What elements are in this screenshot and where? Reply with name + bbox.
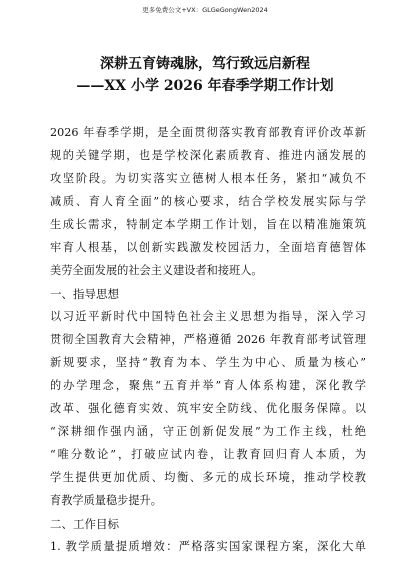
body-line-1: 2026 年春季学期，是全面贯彻落实教育部教育评价改革新 [50,126,366,139]
body-line-2: 规的关键学期，也是学校深化素质教育、推进内涵发展的 [50,149,366,162]
body-line-4: 减质、育人育全面”的核心要求，结合学校发展实际与学 [50,195,366,208]
body-line-6: 牢育人根基，以创新实践激发校园活力，全面培育德智体 [50,241,366,254]
body-line-5: 生成长需求，特制定本学期工作计划，旨在以精准施策筑 [50,218,366,231]
body-line-10: 贯彻全国教育大会精神，严格遵循 2026 年教育部考试管理 [50,333,366,346]
body-line-13: 改革、强化德育实效、筑牢安全防线、优化服务保障。以 [50,402,366,415]
section-heading-1: 一、指导思想 [50,287,119,301]
body-line-9: 以习近平新时代中国特色社会主义思想为指导，深入学习 [50,310,366,323]
body-line-11: 新规要求，坚持“教育为本、学生为中心、质量为核心” [50,356,366,369]
document-title: 深耕五育铸魂脉，笃行致远启新程 [100,56,310,72]
body-line-14: “深耕细作强内涵，守正创新促发展”为工作主线，杜绝 [50,425,366,438]
body-line-15: “唯分数论”，打破应试内卷，让教育回归育人本质，为 [50,448,366,461]
body-line-3: 攻坚阶段。为切实落实立德树人根本任务，紧扣“减负不 [50,172,366,185]
section-heading-2: 二、工作目标 [50,517,119,531]
body-line-19: 1. 教学质量提质增效：严格落实国家课程方案，深化大单 [50,540,366,553]
body-line-17: 育教学质量稳步提升。 [50,494,162,507]
body-line-16: 学生提供更加优质、均衡、多元的成长环境，推动学校教 [50,471,366,484]
body-line-7: 美劳全面发展的社会主义建设者和接班人。 [50,264,263,277]
document-subtitle: ——XX 小学 2026 年春季学期工作计划 [76,78,334,94]
body-line-12: 的办学理念，聚焦“五育并举”育人体系构建，深化教学 [50,379,366,392]
header-note: 更多免费公文+VX：GLGeGongWen2024 [142,6,268,14]
